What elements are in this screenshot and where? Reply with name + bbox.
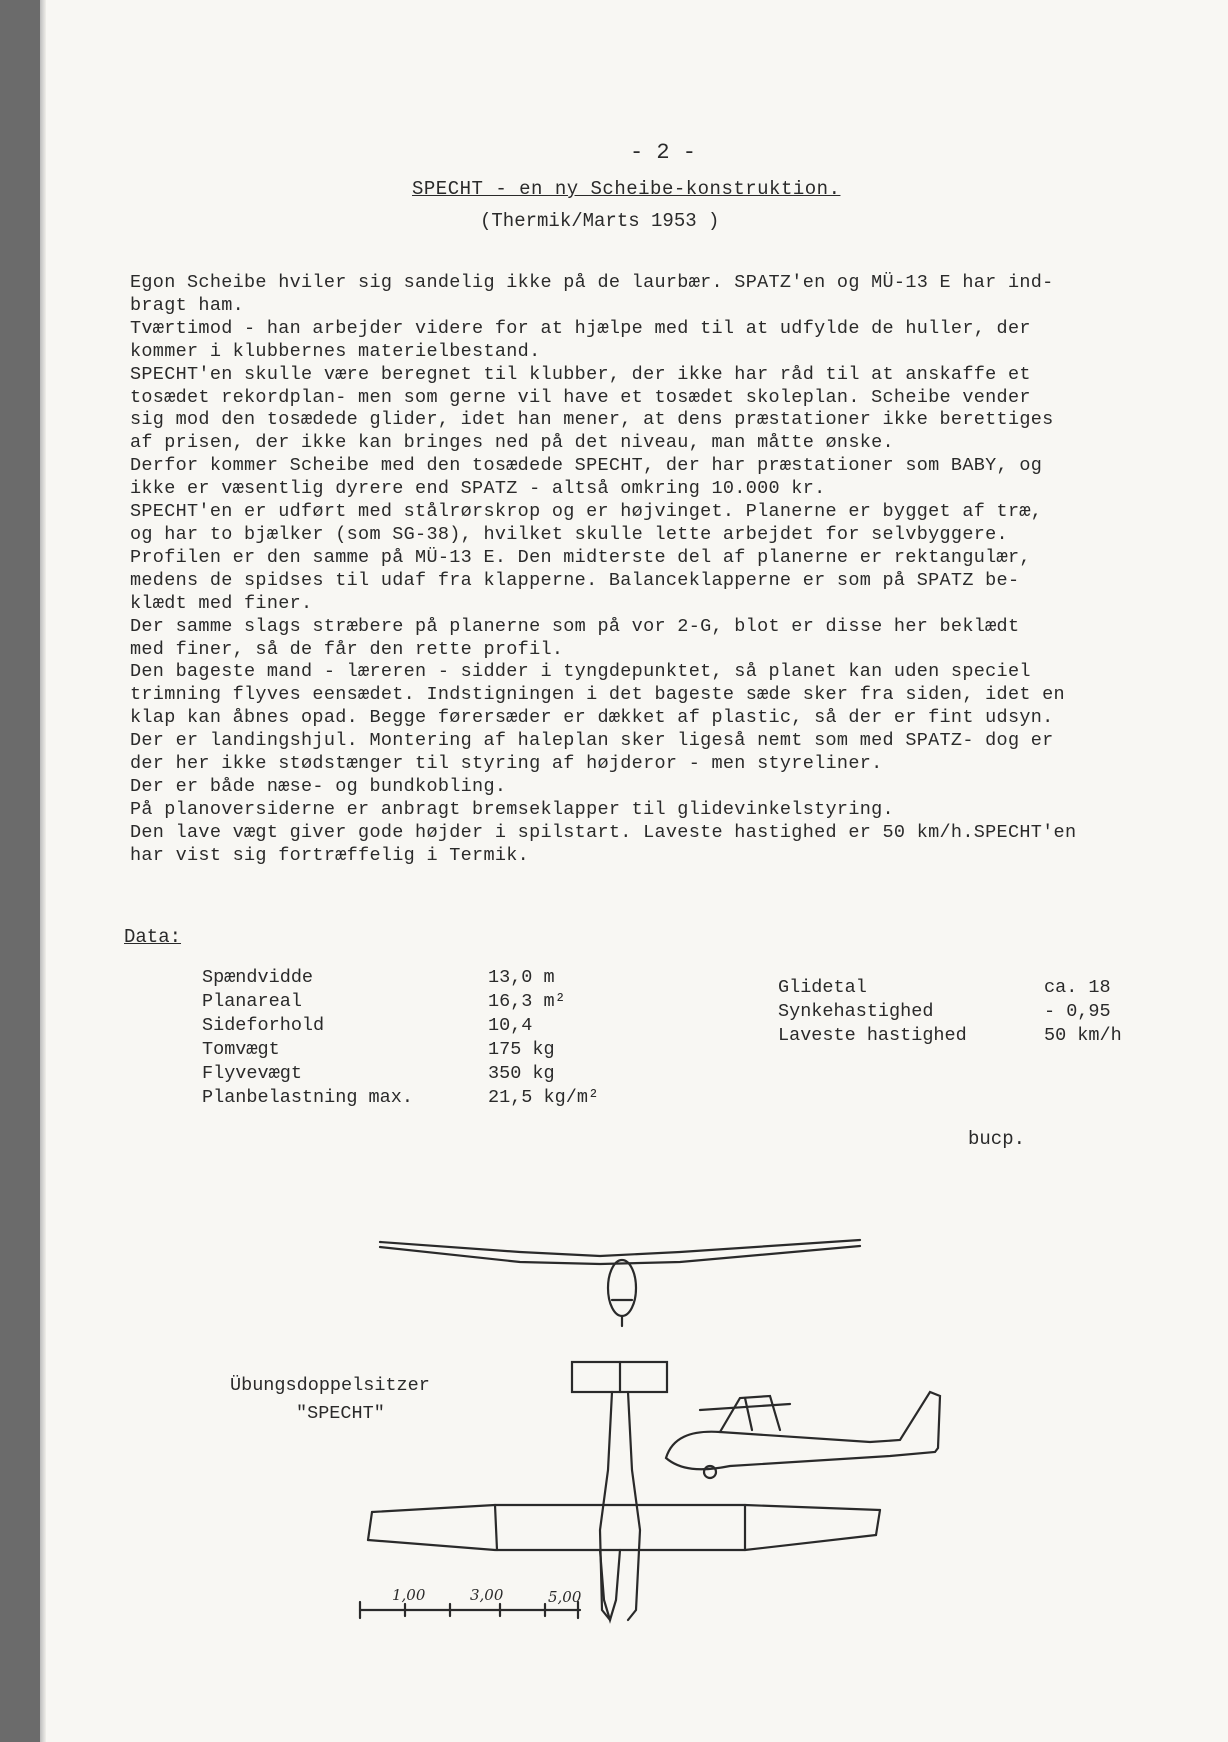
page-number: - 2 - xyxy=(630,140,697,165)
scale-label-5: 5,00 xyxy=(548,1588,582,1606)
spec-label: Laveste hastighed xyxy=(778,1025,967,1046)
plan-view xyxy=(368,1362,880,1620)
body-line: Den lave vægt giver gode højder i spilstart. Laveste hastighed er 50 km/h.SPECHT'en xyxy=(130,821,1077,843)
body-line: trimning flyves eensædet. Indstigningen i det bageste sæde sker fra siden, idet en xyxy=(130,684,1065,706)
spec-value: 10,4 xyxy=(488,1015,533,1036)
spec-value: 21,5 kg/m² xyxy=(488,1087,600,1108)
caption-line-1: Übungsdoppelsitzer xyxy=(230,1375,430,1396)
spec-value: 50 km/h xyxy=(1044,1025,1122,1046)
scale-label-3: 3,00 xyxy=(470,1586,504,1604)
body-line: Profilen er den samme på MÜ-13 E. Den midterste del af planerne er rektangulær, xyxy=(130,546,1031,568)
body-line: har vist sig fortræffelig i Termik. xyxy=(130,844,530,866)
front-view xyxy=(380,1240,860,1326)
spec-label: Planbelastning max. xyxy=(202,1087,413,1108)
body-line: tosædet rekordplan- men som gerne vil have et tosædet skoleplan. Scheibe vender xyxy=(130,386,1031,408)
spec-value: - 0,95 xyxy=(1044,1001,1111,1022)
body-line: På planoversiderne er anbragt bremseklapper til glidevinkelstyring. xyxy=(130,798,894,820)
body-line: af prisen, der ikke kan bringes ned på det niveau, man måtte ønske. xyxy=(130,432,894,454)
spec-value: 13,0 m xyxy=(488,967,555,988)
article-title: SPECHT - en ny Scheibe-konstruktion. xyxy=(412,178,841,200)
spec-value: 16,3 m² xyxy=(488,991,566,1012)
spec-label: Synkehastighed xyxy=(778,1001,934,1022)
signature: bucp. xyxy=(968,1128,1026,1150)
body-line: Derfor kommer Scheibe med den tosædede SPECHT, der har præstationer som BABY, og xyxy=(130,455,1043,477)
side-view xyxy=(666,1392,940,1478)
spec-value: ca. 18 xyxy=(1044,977,1111,998)
body-line: Tværtimod - han arbejder videre for at hjælpe med til at udfylde de huller, der xyxy=(130,317,1031,339)
body-line: Egon Scheibe hviler sig sandelig ikke på de laurbær. SPATZ'en og MÜ-13 E har ind- xyxy=(130,272,1054,293)
body-line: sig mod den tosædede glider, idet han mener, at dens præstationer ikke berettiges xyxy=(130,409,1054,431)
body-line: medens de spidses til udaf fra klapperne. Balanceklapperne er som på SPATZ be- xyxy=(130,569,1020,591)
caption-line-2: "SPECHT" xyxy=(296,1403,385,1424)
body-line: SPECHT'en skulle være beregnet til klubber, der ikke har råd til at anskaffe et xyxy=(130,363,1031,385)
body-line: med finer, så de får den rette profil. xyxy=(130,638,564,660)
body-line: Der samme slags stræbere på planerne som på vor 2-G, blot er disse her beklædt xyxy=(130,615,1020,637)
body-line: Der er både næse- og bundkobling. xyxy=(130,775,507,797)
scale-bar xyxy=(360,1602,580,1618)
scale-label-1: 1,00 xyxy=(392,1586,426,1604)
body-line: Den bageste mand - læreren - sidder i tyngdepunktet, så planet kan uden speciel xyxy=(130,661,1031,683)
spec-label: Sideforhold xyxy=(202,1015,325,1036)
body-line: bragt ham. xyxy=(130,294,245,316)
spec-value: 350 kg xyxy=(488,1063,555,1084)
spec-label: Planareal xyxy=(202,991,302,1012)
body-line: Der er landingshjul. Montering af haleplan sker ligeså nemt som med SPATZ- dog er xyxy=(130,730,1054,752)
spec-label: Tomvægt xyxy=(202,1039,280,1060)
spec-label: Flyvevægt xyxy=(202,1063,302,1084)
body-line: klædt med finer. xyxy=(130,592,313,614)
body-line: ikke er væsentlig dyrere end SPATZ - altså omkring 10.000 kr. xyxy=(130,478,826,500)
body-line: og har to bjælker (som SG-38), hvilket skulle lette arbejdet for selvbyggere. xyxy=(130,523,1008,545)
body-line: der her ikke stødstænger til styring af højderor - men styreliner. xyxy=(130,753,883,775)
spec-label: Spændvidde xyxy=(202,967,314,988)
article-source: (Thermik/Marts 1953 ) xyxy=(480,210,720,232)
spec-value: 175 kg xyxy=(488,1039,555,1060)
spec-label: Glidetal xyxy=(778,977,867,998)
body-line: kommer i klubbernes materielbestand. xyxy=(130,340,541,362)
body-line: SPECHT'en er udført med stålrørskrop og er højvinget. Planerne er bygget af træ, xyxy=(130,501,1043,523)
data-heading: Data: xyxy=(124,926,182,948)
body-line: klap kan åbnes opad. Begge førersæder er dækket af plastic, så der er fint udsyn. xyxy=(130,707,1054,729)
